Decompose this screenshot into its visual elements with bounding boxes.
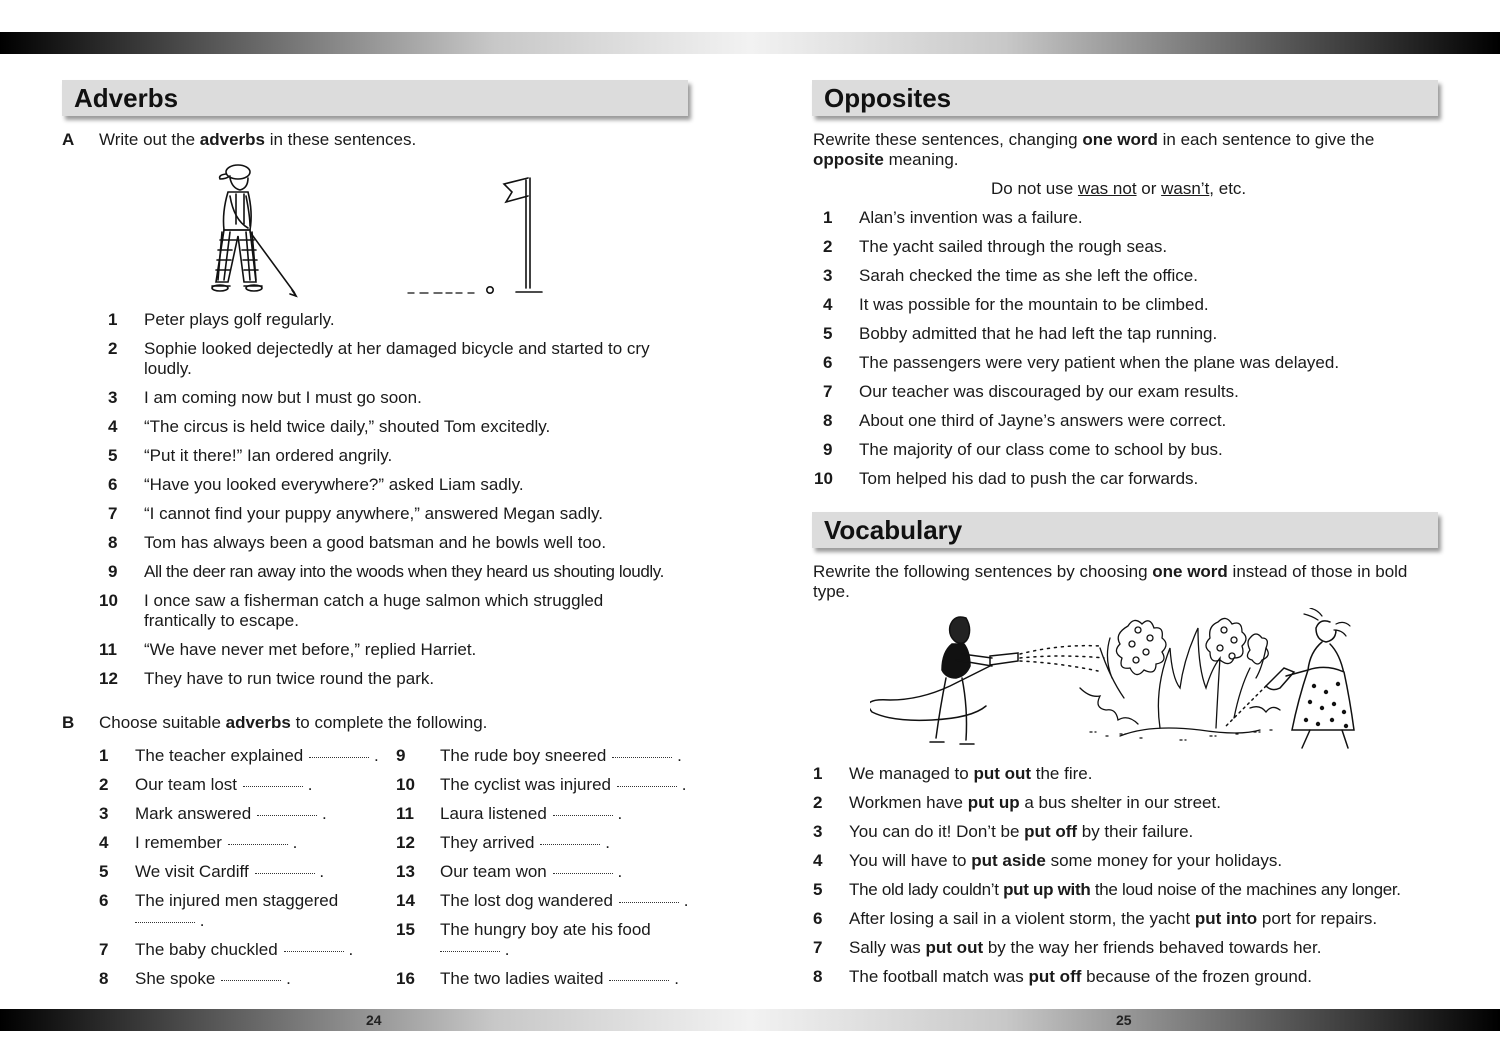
bottom-gradient-bar: [0, 1009, 1500, 1031]
opposites-heading: Opposites: [812, 80, 1438, 116]
page-number-left: 24: [366, 1012, 382, 1028]
section-a-letter: A: [62, 130, 75, 149]
opposites-instruction: Rewrite these sentences, changing one word in each sentence to give the opposite meaning.: [813, 130, 1375, 169]
answer-line: .: [440, 940, 640, 960]
section-a-instruction: Write out the adverbs in these sentences.: [99, 130, 417, 149]
vocabulary-heading: Vocabulary: [812, 512, 1438, 548]
page-number-right: 25: [1116, 1012, 1132, 1028]
top-gradient-bar: [0, 32, 1500, 54]
answer-line: .: [135, 911, 335, 931]
golfer-putting-illustration: [200, 160, 550, 302]
opposites-note: Do not use was not or wasn’t, etc.: [991, 179, 1247, 198]
vocabulary-instruction: Rewrite the following sentences by choosing one word instead of those in bold type.: [813, 562, 1408, 601]
firefighting-illustration: [870, 608, 1380, 756]
section-b-instruction: Choose suitable adverbs to complete the following.: [99, 713, 488, 732]
section-b-letter: B: [62, 713, 75, 732]
adverbs-heading: Adverbs: [62, 80, 688, 116]
